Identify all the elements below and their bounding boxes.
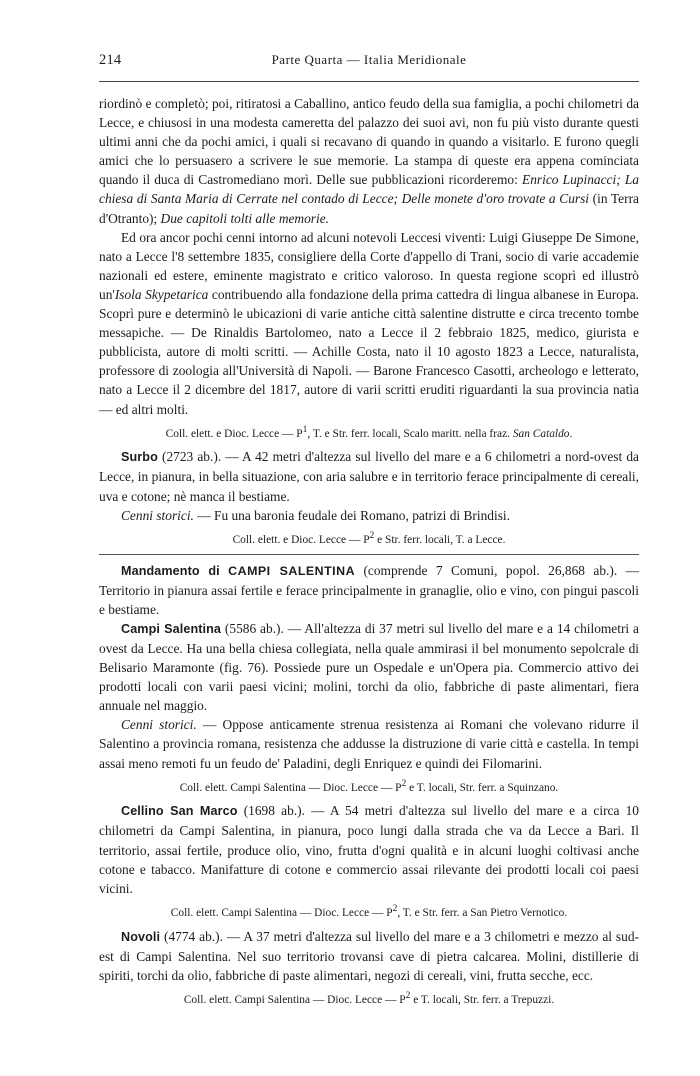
coll-italic: San Cataldo — [512, 427, 570, 440]
mandamento-text: (comprende 7 Comuni, popol. 26,868 ab.). — Territorio in pianura assai fertile e ferace principalmente in granaglie, olio e vino, con pingui pascoli e bestiame. — [99, 562, 639, 617]
entry-text: (4774 ab.). — A 37 metri d'altezza sul livello del mare e a 3 chilometri e mezzo al sud-est di Campi Salentina. Nel suo territorio trovansi cave di pietra calcarea. Molini, distillerie di spiriti, torchi da olio, fabbriche di paste alimentari, negozi di cereali, vini, frutta secche, ecc. — [99, 928, 639, 983]
page-body — [99, 94, 639, 1008]
coll-text: Coll. elett. Campi Salentina — Dioc. Lecce — P — [170, 906, 393, 919]
coll-note-lecce — [99, 422, 639, 442]
header-rule — [99, 81, 639, 82]
running-title: Parte Quarta — Italia Meridionale — [271, 52, 467, 67]
entry-text: (5586 ab.). — All'altezza di 37 metri sul livello del mare e a 14 chilometri a ovest da Lecce. Ha una bella chiesa collegiata, nella quale ammirasi il bel monumento sepolcrale di Belisario Maramonte (fig. 76). Possiede pure un Ospedale e un'Opera pia. Commercio attivo dei prodotti locali con varii paesi vicini; molini, torchi da olio, fabbriche di paste alimentari, fiera annuale nel maggio. — [99, 620, 639, 714]
entry-campi-salentina — [99, 619, 639, 715]
entry-heading: Cellino San Marco — [121, 804, 238, 819]
cenni-text: — Fu una baronia feudale dei Romano, patrizi di Brindisi. — [193, 507, 511, 523]
coll-superscript: 2 — [369, 530, 375, 541]
entry-heading: Campi Salentina — [121, 621, 222, 636]
coll-superscript: 1 — [302, 424, 308, 435]
coll-text: Coll. elett. e Dioc. Lecce — P — [232, 533, 370, 546]
mandamento-label: Mandamento di — [121, 563, 220, 578]
coll-superscript: 2 — [401, 778, 407, 789]
coll-text: Coll. elett. Campi Salentina — Dioc. Lecce — P — [183, 993, 406, 1006]
cenni-surbo — [99, 506, 639, 525]
coll-text: Coll. elett. e Dioc. Lecce — P — [165, 427, 303, 440]
cenni-text: — Oppose anticamente strenua resistenza ai Romani che volevano ridurre il Salentino a provincia romana, resistenza che addusse la distruzione di varie città e castella. In tempi assai meno remoti fu un feudo de' Paladini, degli Enriquez e quindi dei Filomarini. — [99, 717, 640, 771]
paragraph-castromediano — [99, 94, 639, 228]
coll-note-novoli — [99, 988, 639, 1008]
mandamento-name: CAMPI SALENTINA — [228, 563, 356, 578]
section-divider — [99, 554, 639, 555]
coll-note-cellino — [99, 901, 639, 921]
coll-text: e Str. ferr. locali, T. a Lecce. — [374, 533, 506, 546]
page-header — [99, 52, 639, 78]
coll-note-campi — [99, 776, 639, 796]
cenni-label: Cenni storici. — [121, 717, 197, 733]
coll-text: e T. locali, Str. ferr. a Trepuzzi. — [410, 993, 555, 1006]
coll-superscript: 2 — [392, 903, 398, 914]
entry-text: (2723 ab.). — A 42 metri d'altezza sul livello del mare e a 6 chilometri a nord-ovest da Lecce, in pianura, in bella situazione, con aria salubre e in territorio ferace principalmente di cereali, uva e cotone; nè manca il bestiame. — [99, 449, 639, 504]
italic-titles: Enrico Lupinacci; La chiesa di Santa Maria di Cerrate nel contado di Lecce; Delle monete d'oro trovate a Cursi — [99, 172, 639, 207]
coll-superscript: 2 — [405, 990, 411, 1001]
italic-title: Isola Skypetarica — [114, 286, 209, 302]
coll-text: Coll. elett. Campi Salentina — Dioc. Lecce — P — [179, 781, 402, 794]
coll-text: e T. locali, Str. ferr. a Squinzano. — [406, 781, 559, 794]
coll-text: , T. e Str. ferr. a San Pietro Vernotico. — [397, 906, 568, 919]
entry-surbo — [99, 447, 639, 505]
paragraph-text: (in Terra d'Otranto); — [99, 191, 639, 226]
page-number: 214 — [99, 52, 122, 68]
italic-title: Due capitoli tolti alle memorie. — [160, 210, 330, 226]
coll-text: . — [569, 427, 573, 440]
cenni-label: Cenni storici. — [121, 507, 194, 523]
paragraph-text: contribuendo alla fondazione della prima cattedra di lingua albanese in Europa. Scoprì pure e determinò le ubicazioni di varie antiche città salentine distrutte e circa trecento tombe messapiche. — De Rinaldis Bartolomeo, nato a Lecce il 2 febbraio 1825, medico, giurista e pubblicista, autore di molti scritti. — Achille Costa, nato il 10 agosto 1823 a Lecce, naturalista, professore di zoologia all'Università di Napoli. — Barone Francesco Casotti, archeologo e letterato, nato a Lecce il 2 dicembre del 1817, autore di varii scritti eruditi riguardanti la sua provincia natìa — ed altri molti. — [99, 286, 639, 417]
entry-heading: Surbo — [121, 450, 158, 465]
coll-note-surbo — [99, 528, 639, 548]
entry-novoli — [99, 927, 639, 985]
entry-cellino-san-marco — [99, 801, 639, 897]
book-page — [99, 52, 639, 1014]
entry-heading: Novoli — [121, 929, 161, 944]
coll-text: , T. e Str. ferr. locali, Scalo maritt. nella fraz. — [307, 427, 513, 440]
cenni-campi — [99, 715, 639, 772]
paragraph-notable-citizens — [99, 228, 639, 419]
entry-text: (1698 ab.). — A 54 metri d'altezza sul livello del mare e a circa 10 chilometri da Campi Salentina, in pianura, poco lungi dalla strada che va da Lecce a Bari. Il territorio, assai fertile, produce olio, vino, frutta d'ogni qualità e in alcuni luoghi coltivasi anche cotone e tabacco. Manifatture di cotone e commercio assai rilevante dei prodotti locali coi paesi vicini. — [99, 803, 639, 896]
paragraph-text: Ed ora ancor pochi cenni intorno ad alcuni notevoli Leccesi viventi: Luigi Giuseppe De Simone, nato a Lecce l'8 settembre 1835, consigliere della Corte d'appello di Trani, socio di varie accademie nazionali ed estere, eminente magistrato e critico valoroso. In questa regione scoprì ed illustrò un' — [99, 229, 639, 302]
mandamento-campi — [99, 561, 639, 619]
paragraph-text: riordinò e completò; poi, ritiratosi a Caballino, antico feudo della sua famiglia, a pochi chilometri da Lecce, e chiusosi in una modesta cameretta del palazzo dei suoi avi, non fu più visto durante questi ultimi anni che da pochi amici, i quali si recavano di quando in quando a visitarlo. E furono quegli amici che lo persuasero a scrivere le sue memorie. La stampa di queste era appena cominciata quando il duca di Castromediano morì. Delle sue pubblicazioni ricorderemo: — [99, 96, 639, 188]
